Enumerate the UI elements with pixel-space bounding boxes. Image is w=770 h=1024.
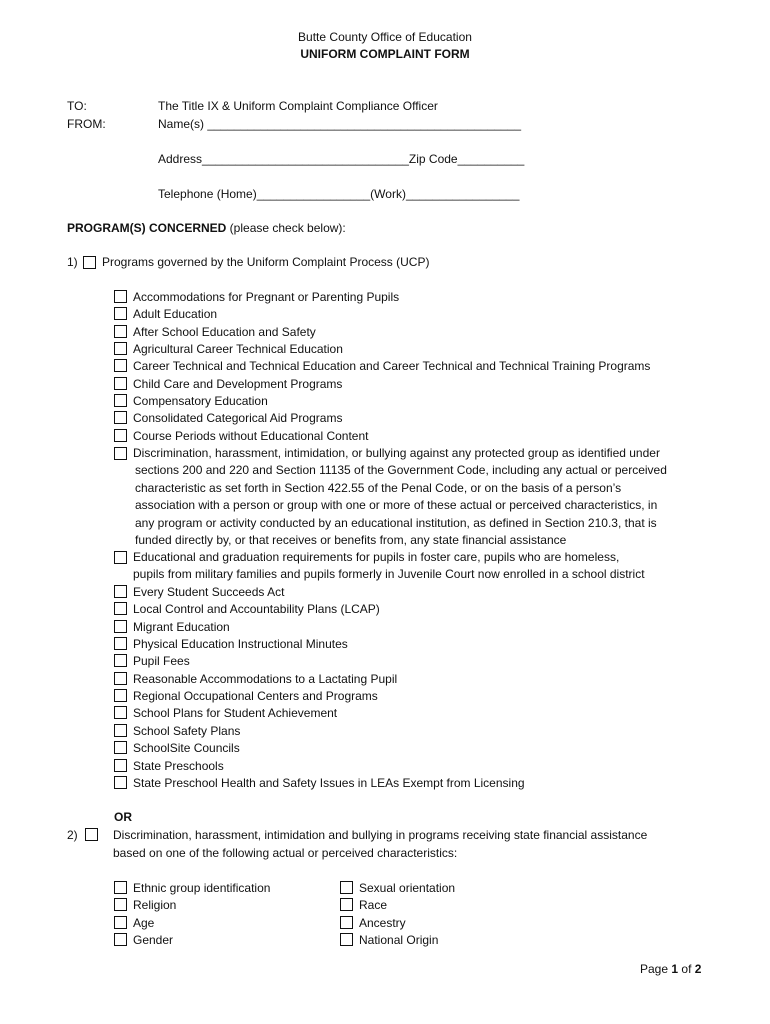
- address-field[interactable]: Address_______________________________Zip Code__________: [158, 152, 525, 166]
- program-item-checkbox[interactable]: [114, 394, 127, 407]
- program-item-checkbox[interactable]: [114, 741, 127, 754]
- programs-heading-bold: PROGRAM(S) CONCERNED: [67, 221, 227, 235]
- discrimination-line: any program or activity conducted by an educational institution, as defined in Section 210.3, that is: [135, 515, 657, 530]
- program-item-checkbox[interactable]: [114, 307, 127, 320]
- of-word: of: [681, 962, 692, 976]
- program-item-label: After School Education and Safety: [133, 324, 316, 339]
- or-label: OR: [114, 810, 132, 824]
- from-label: FROM:: [67, 117, 106, 131]
- program-item-label: State Preschools: [133, 758, 224, 773]
- characteristic-item-checkbox[interactable]: [340, 933, 353, 946]
- program-item-label: Agricultural Career Technical Education: [133, 342, 343, 357]
- characteristic-item-label: Religion: [133, 898, 177, 913]
- characteristic-item-label: Age: [133, 915, 155, 930]
- page-indicator: [640, 962, 701, 977]
- characteristic-item-label: National Origin: [359, 932, 439, 947]
- characteristic-item-checkbox[interactable]: [114, 881, 127, 894]
- telephone-field[interactable]: Telephone (Home)_________________(Work)_________________: [158, 187, 520, 201]
- program-item-label: School Plans for Student Achievement: [133, 706, 338, 721]
- discrimination-line: characteristic as set forth in Section 422.55 of the Penal Code, or on the basis of a person’s: [135, 480, 622, 495]
- characteristic-item-checkbox[interactable]: [114, 898, 127, 911]
- program-item-label: Physical Education Instructional Minutes: [133, 637, 348, 652]
- characteristic-item-checkbox[interactable]: [114, 916, 127, 929]
- program-item-label: Compensatory Education: [133, 394, 268, 409]
- program-item-label: Migrant Education: [133, 619, 230, 634]
- checkbox-foster-education[interactable]: [114, 551, 127, 564]
- program-item-label: Adult Education: [133, 307, 218, 322]
- program-item-checkbox[interactable]: [114, 637, 127, 650]
- program-item-checkbox[interactable]: [114, 689, 127, 702]
- page-number: 1: [671, 962, 679, 976]
- program-item-checkbox[interactable]: [114, 654, 127, 667]
- program-item-checkbox[interactable]: [114, 776, 127, 789]
- program-item-checkbox[interactable]: [114, 290, 127, 303]
- program-item-label: Pupil Fees: [133, 654, 190, 669]
- program-item-label: SchoolSite Councils: [133, 741, 240, 756]
- section2-number: 2): [67, 828, 78, 842]
- characteristic-item-label: Sexual orientation: [359, 881, 456, 895]
- section1-checkbox[interactable]: [83, 256, 96, 269]
- characteristic-item-checkbox[interactable]: [340, 916, 353, 929]
- program-item-checkbox[interactable]: [114, 585, 127, 598]
- program-item-checkbox[interactable]: [114, 325, 127, 338]
- programs-heading: [67, 221, 346, 236]
- program-item-checkbox[interactable]: [114, 620, 127, 633]
- program-item-checkbox[interactable]: [114, 759, 127, 772]
- program-item-label: Regional Occupational Centers and Programs: [133, 689, 378, 704]
- program-item-checkbox[interactable]: [114, 359, 127, 372]
- program-item-label: Local Control and Accountability Plans (LCAP): [133, 602, 380, 617]
- section2-line2: based on one of the following actual or perceived characteristics:: [113, 846, 458, 860]
- discrimination-line: sections 200 and 220 and Section 11135 of the Government Code, including any actual or perceived: [135, 463, 667, 478]
- characteristic-item-checkbox[interactable]: [340, 881, 353, 894]
- program-item-label: Accommodations for Pregnant or Parenting Pupils: [133, 290, 400, 304]
- program-item-checkbox[interactable]: [114, 706, 127, 719]
- program-item-checkbox[interactable]: [114, 429, 127, 442]
- foster-line: Educational and graduation requirements for pupils in foster care, pupils who are homeless,: [133, 550, 620, 564]
- program-item-checkbox[interactable]: [114, 411, 127, 424]
- program-item-checkbox[interactable]: [114, 377, 127, 390]
- form-title: UNIFORM COMPLAINT FORM: [300, 47, 470, 61]
- program-item-label: Career Technical and Technical Education and Career Technical and Technical Training Programs: [133, 359, 651, 374]
- characteristic-item-label: Race: [359, 898, 388, 913]
- section1-label: Programs governed by the Uniform Complaint Process (UCP): [102, 255, 430, 269]
- item-foster-education: [133, 549, 645, 584]
- discrimination-line: association with a person or group with one or more of these actual or perceived characteristics, in: [135, 498, 658, 513]
- to-label: TO:: [67, 99, 87, 113]
- program-item-label: School Safety Plans: [133, 723, 241, 738]
- section2-line1: Discrimination, harassment, intimidation and bullying in programs receiving state financial assistance: [113, 828, 648, 842]
- discrimination-line: Discrimination, harassment, intimidation, or bullying against any protected group as identified under: [133, 446, 660, 460]
- program-item-label: Course Periods without Educational Content: [133, 428, 369, 443]
- program-item-checkbox[interactable]: [114, 724, 127, 737]
- item-discrimination: [133, 445, 667, 549]
- section2-checkbox[interactable]: [85, 828, 98, 841]
- checkbox-discrimination[interactable]: [114, 447, 127, 460]
- characteristic-item-checkbox[interactable]: [114, 933, 127, 946]
- discrimination-line: funded directly by, or that receives or benefits from, any state financial assistance: [135, 533, 567, 548]
- characteristic-item-label: Ancestry: [359, 915, 406, 930]
- to-recipient: The Title IX & Uniform Complaint Compliance Officer: [158, 99, 438, 113]
- program-item-label: State Preschool Health and Safety Issues in LEAs Exempt from Licensing: [133, 775, 525, 790]
- foster-line: pupils from military families and pupils formerly in Juvenile Court now enrolled in a school district: [133, 567, 645, 582]
- characteristic-item-checkbox[interactable]: [340, 898, 353, 911]
- organization-name: Butte County Office of Education: [298, 30, 472, 44]
- programs-heading-note: (please check below):: [226, 221, 346, 235]
- program-item-label: Reasonable Accommodations to a Lactating Pupil: [133, 671, 398, 686]
- characteristic-item-label: Ethnic group identification: [133, 881, 271, 895]
- program-item-label: Child Care and Development Programs: [133, 376, 343, 391]
- section1-number: 1): [67, 255, 78, 269]
- name-field[interactable]: Name(s) _______________________________________________: [158, 117, 522, 131]
- program-item-label: Every Student Succeeds Act: [133, 585, 285, 599]
- page-total: 2: [694, 962, 702, 976]
- characteristic-item-label: Gender: [133, 932, 174, 947]
- program-item-checkbox[interactable]: [114, 602, 127, 615]
- program-item-checkbox[interactable]: [114, 342, 127, 355]
- program-item-label: Consolidated Categorical Aid Programs: [133, 411, 343, 426]
- program-item-checkbox[interactable]: [114, 672, 127, 685]
- page-word: Page: [640, 962, 669, 976]
